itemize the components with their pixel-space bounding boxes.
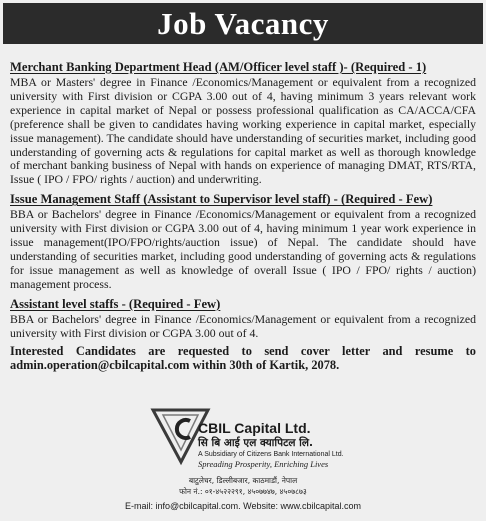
application-instructions: Interested Candidates are requested to send cover letter and resume to admin.operation@cbilcapital.com within 30th of Kartik, 2078. [10,343,476,373]
vacancy-section [10,60,476,187]
company-tagline: Spreading Prosperity, Enriching Lives [198,459,329,469]
section-title: Assistant level staffs - (Required - Few) [10,296,221,311]
company-name-nepali: सि बि आई एल क्यापिटल लि. [198,437,313,449]
section-title: Merchant Banking Department Head (AM/Officer level staff )- (Required - 1) [10,60,427,74]
company-contact: E-mail: info@cbilcapital.com. Website: www.cbilcapital.com [124,501,362,511]
vacancy-sections [10,60,476,373]
company-subsidiary: A Subsidiary of Citizens Bank International Ltd. [198,451,344,458]
company-phone: फोन नं.: ०१-४५२२२९१, ४५०७७४७, ४५०७८७३ [179,487,307,496]
section-body: BBA or Bachelors' degree in Finance /Economics/Management or equivalent from a recognized university with First division or CGPA 3.00 out of 4, having minimum 1 year work experience in issue management(IPO/FPO/rights/auction issue) of Nepal. The candidate should have understanding of securities market, including good understanding of governing acts & regulations for issue management as well as knowledge of overall Issue ( IPO / FPO/ rights / auction) management process. [10,207,476,291]
section-body: MBA or Masters' degree in Finance /Economics/Management or equivalent from a recognized university with First division or CGPA 3.00 out of 4, having minimum 3 years relevant work experience in capital market of Nepal or possess professional qualification as CA/ACCA/CFA (preference shall be given to candidates having working experience in capital market, especially issue management). The candidate should have understanding of securities market, including good understanding of governing acts & regulations for capital market as well as thorough knowledge of merchant banking business of Nepal with hands on experience of managing DMAT, RTS/RTA, Issue ( IPO / FPO/ rights / auction) and underwriting. [10,75,476,187]
vacancy-section [10,297,476,341]
section-title: Issue Management Staff (Assistant to Supervisor level staff) - (Required - Few) [10,192,433,207]
company-address: बाटुलेचर, डिल्लीबजार, काठमाडौं, नेपाल [188,476,298,485]
section-body: BBA or Bachelors' degree in Finance /Economics/Management or equivalent from a recognized university with First division or CGPA 3.00 out of 4. [10,311,476,340]
company-block [198,420,398,470]
vacancy-section [10,192,476,291]
page-title: Job Vacancy [3,3,483,44]
company-name: CBIL Capital Ltd. [198,420,311,436]
